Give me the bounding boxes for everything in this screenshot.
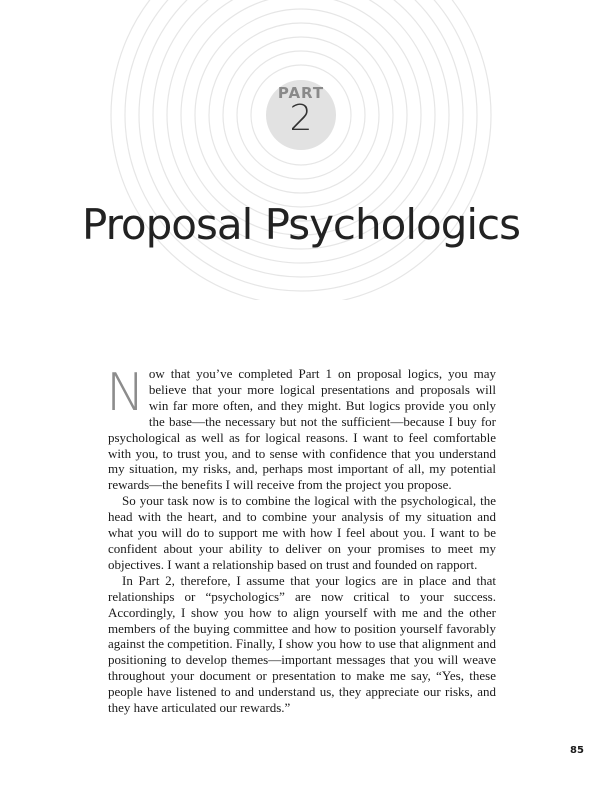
concentric-rings-decoration — [0, 0, 602, 300]
part-number: 2 — [289, 98, 313, 139]
part-badge — [266, 80, 336, 150]
ring — [111, 0, 491, 300]
paragraph-3: In Part 2, therefore, I assume that your logics are in place and that relationships or “psychologics” are now critical to your success. Accordingly, I show you how to align yourself with me and the other members of the buying committee and how to position yourself favorably against the competition. Finally, I show you how to use that alignment and positioning to develop themes—important messages that you will weave throughout your document or presentation to make me say, “Yes, these people have listened to and understand us, they appreciate our risks, and they have articulated our rewards.” — [108, 572, 496, 716]
part-label: PART — [277, 84, 325, 102]
paragraph-2: So your task now is to combine the logical with the psychological, the head with the heart, and to combine your analysis of my situation and what you will do to support me with how I feel about you. I want to be confident about your ability to deliver on your promises to meet my objectives. I want a relationship based on trust and founded on rapport. — [108, 493, 496, 572]
paragraph-1 — [106, 363, 496, 493]
paragraph-1-text: ow that you’ve completed Part 1 on proposal logics, you may believe that your more logical presentations and proposals will win far more often, and they might. But logics provide you only the base—the necessary but not the sufficient—because I buy for psychological as well as for logical reasons. I want to feel comfortable with you, to trust you, and to sense with confidence that you understand my situation, my risks, and, perhaps most important of all, my potential rewards—the benefits I will receive from the project you propose. — [108, 366, 496, 493]
page-number: 85 — [570, 745, 584, 756]
body-text — [106, 363, 496, 716]
chapter-title: Proposal Psychologics — [81, 200, 521, 249]
drop-cap: N — [106, 363, 145, 423]
